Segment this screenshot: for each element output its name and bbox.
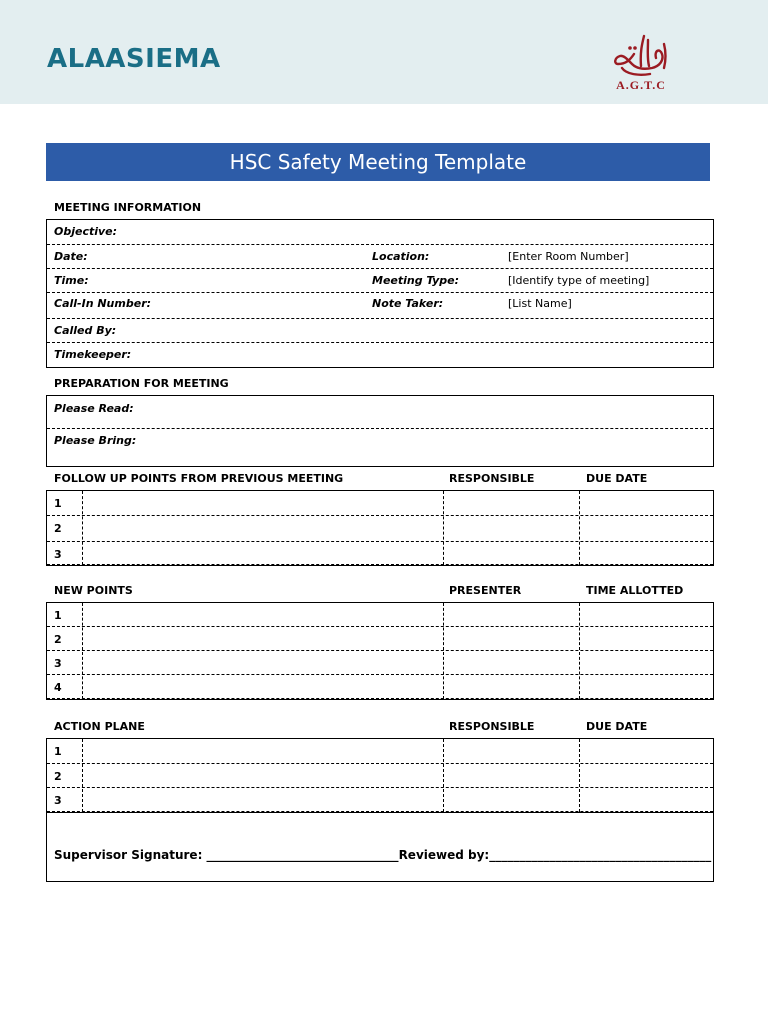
date-row[interactable] (47, 245, 713, 269)
meeting-info-heading: MEETING INFORMATION (54, 201, 202, 214)
column-divider (443, 739, 444, 812)
column-divider (82, 739, 83, 812)
table-row[interactable] (47, 542, 713, 565)
column-divider (82, 491, 83, 565)
table-row[interactable] (47, 739, 713, 764)
please-bring-row[interactable] (47, 429, 713, 466)
row-number: 1 (54, 609, 62, 622)
logo-caption: A.G.T.C (616, 78, 666, 92)
note-taker-label: Note Taker: (372, 297, 444, 310)
meeting-type-value[interactable]: [Identify type of meeting] (508, 274, 650, 287)
column-divider (82, 603, 83, 699)
action-plan-due-date-header: DUE DATE (586, 720, 648, 733)
action-plan-heading: ACTION PLANE (54, 720, 145, 733)
action-plan-rows (47, 739, 713, 813)
row-number: 1 (54, 745, 62, 758)
location-label: Location: (372, 250, 430, 263)
call-in-row[interactable] (47, 293, 713, 319)
table-row[interactable] (47, 675, 713, 699)
table-row[interactable] (47, 516, 713, 542)
row-number: 3 (54, 548, 62, 561)
row-number: 2 (54, 522, 62, 535)
row-number: 3 (54, 657, 62, 670)
follow-up-table (46, 490, 714, 566)
called-by-label: Called By: (54, 324, 117, 337)
brand-name: ALAASIEMA (47, 44, 221, 74)
meeting-type-label: Meeting Type: (372, 274, 460, 287)
timekeeper-label: Timekeeper: (54, 348, 132, 361)
table-row[interactable] (47, 764, 713, 788)
timekeeper-row[interactable] (47, 343, 713, 367)
header-band (0, 0, 768, 104)
new-points-heading: NEW POINTS (54, 584, 133, 597)
preparation-heading: PREPARATION FOR MEETING (54, 377, 229, 390)
column-divider (443, 603, 444, 699)
page-title: HSC Safety Meeting Template (46, 143, 710, 181)
signature-line (54, 848, 711, 862)
location-value[interactable]: [Enter Room Number] (508, 250, 629, 263)
date-label: Date: (54, 250, 88, 263)
call-in-label: Call-In Number: (54, 297, 152, 310)
called-by-row[interactable] (47, 319, 713, 343)
time-row[interactable] (47, 269, 713, 293)
column-divider (579, 603, 580, 699)
column-divider (579, 739, 580, 812)
follow-up-responsible-header: RESPONSIBLE (449, 472, 535, 485)
table-row[interactable] (47, 651, 713, 675)
time-label: Time: (54, 274, 89, 287)
follow-up-heading: FOLLOW UP POINTS FROM PREVIOUS MEETING (54, 472, 344, 485)
company-logo (604, 30, 678, 96)
preparation-table (46, 395, 714, 467)
reviewed-by-field[interactable]: Reviewed by:_____________________________________ (398, 848, 712, 862)
objective-label: Objective: (54, 225, 118, 238)
row-number: 2 (54, 633, 62, 646)
row-number: 2 (54, 770, 62, 783)
row-number: 4 (54, 681, 62, 694)
objective-row[interactable] (47, 220, 713, 245)
calligraphy-logo-icon (604, 30, 678, 78)
new-points-presenter-header: PRESENTER (449, 584, 522, 597)
note-taker-value[interactable]: [List Name] (508, 297, 572, 310)
row-number: 1 (54, 497, 62, 510)
follow-up-due-date-header: DUE DATE (586, 472, 648, 485)
new-points-time-header: TIME ALLOTTED (586, 584, 684, 597)
column-divider (579, 491, 580, 565)
supervisor-signature-field[interactable]: Supervisor Signature: ________________________________ (54, 848, 399, 862)
table-row[interactable] (47, 627, 713, 651)
row-number: 3 (54, 794, 62, 807)
new-points-table (46, 602, 714, 700)
please-read-row[interactable] (47, 396, 713, 429)
column-divider (443, 491, 444, 565)
table-row[interactable] (47, 603, 713, 627)
meeting-info-table (46, 219, 714, 368)
action-plan-responsible-header: RESPONSIBLE (449, 720, 535, 733)
table-row[interactable] (47, 788, 713, 812)
please-read-label: Please Read: (54, 402, 134, 415)
table-row[interactable] (47, 491, 713, 516)
please-bring-label: Please Bring: (54, 434, 137, 447)
